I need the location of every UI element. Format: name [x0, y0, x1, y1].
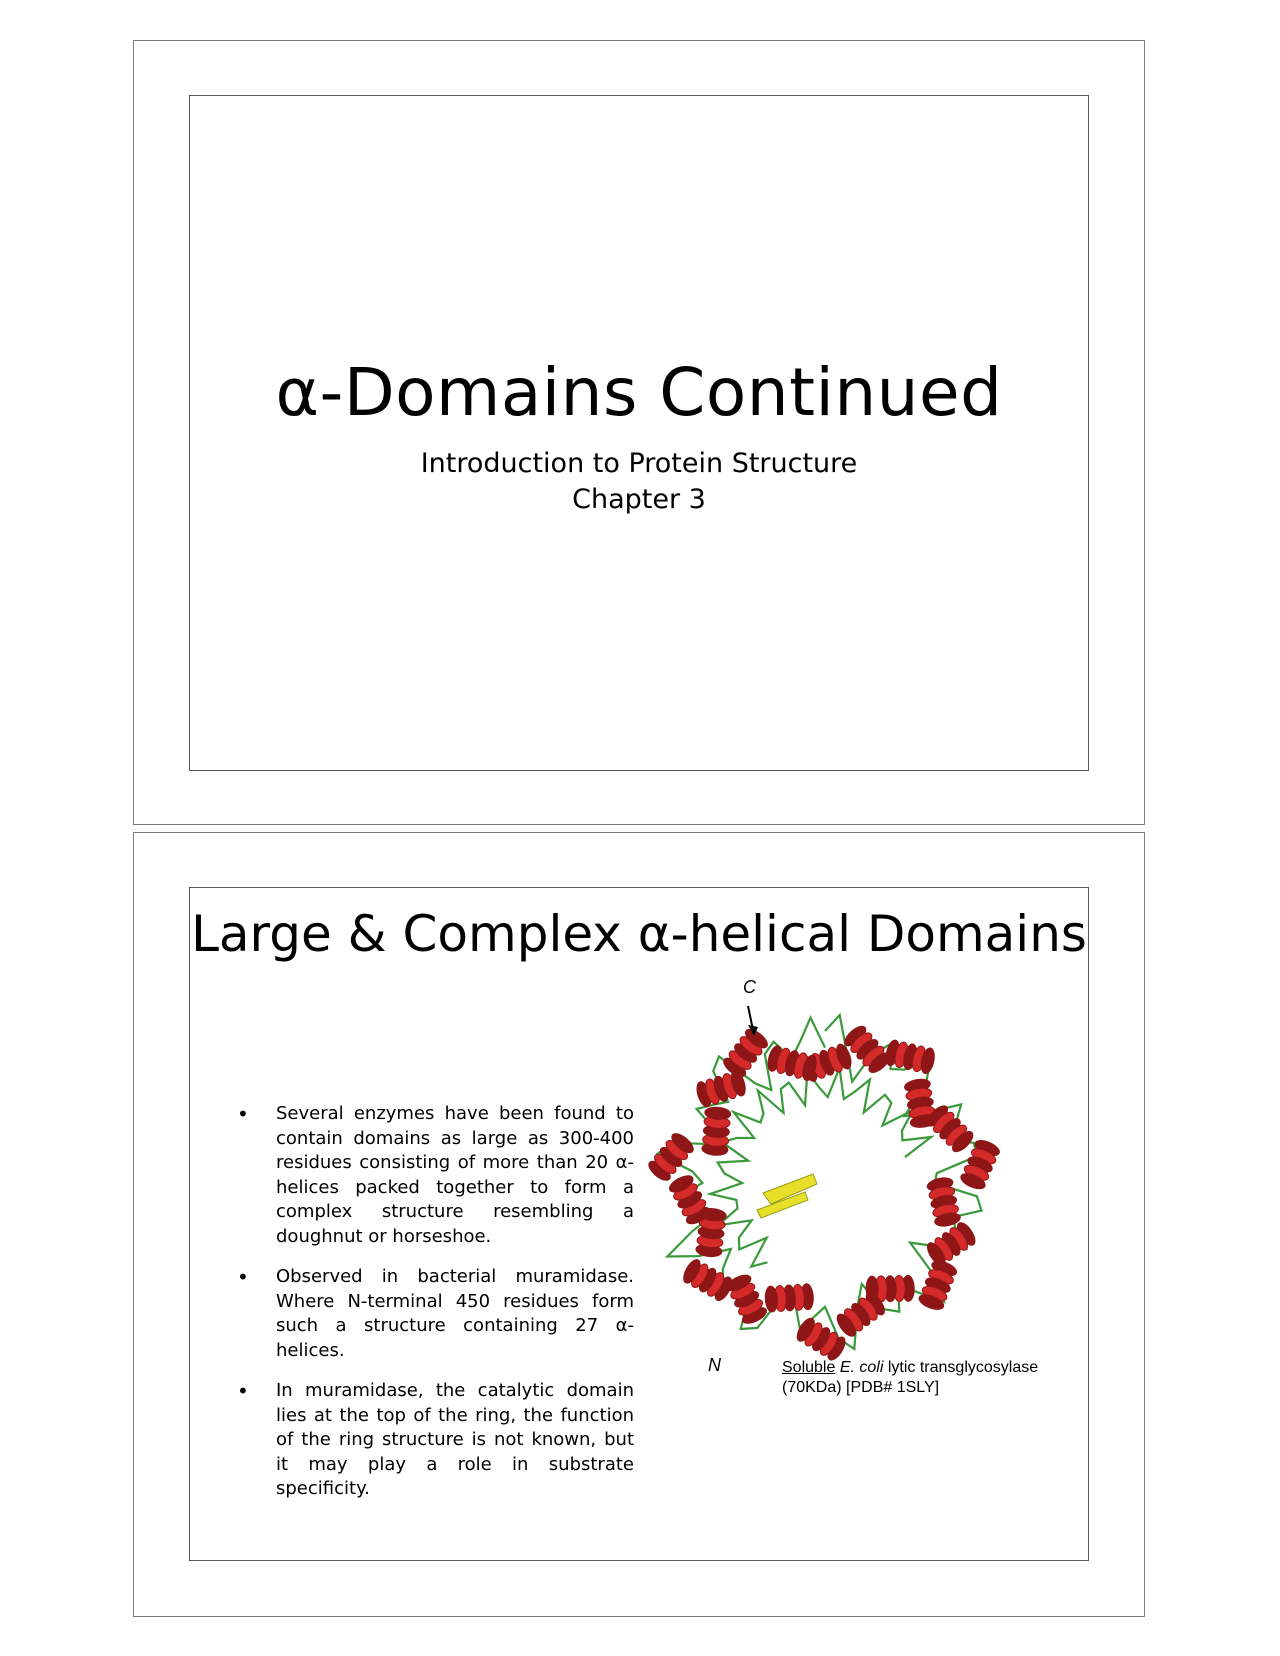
list-item [234, 1379, 634, 1502]
n-terminus-label: N [708, 1355, 721, 1375]
bullet-icon: • [237, 1379, 249, 1403]
bullet-list [234, 1102, 634, 1518]
bullet-text: In muramidase, the catalytic domain lies at the top of the ring, the function of the ring structure is not known, but it may play a role in substrate specificity. [276, 1380, 634, 1499]
slide-content [189, 887, 1089, 1561]
figure-caption [782, 1358, 1082, 1398]
caption-rest: lytic transglycosylase [883, 1359, 1039, 1376]
slide-subtitle-line1: Introduction to Protein Structure [420, 448, 858, 479]
list-item [234, 1265, 634, 1363]
helix-ribbon [926, 1176, 961, 1228]
caption-soluble: Soluble [782, 1359, 836, 1376]
slide-subtitle-line2: Chapter 3 [572, 484, 706, 515]
helix-ribbon [924, 1220, 978, 1268]
slide-title [189, 95, 1089, 771]
c-terminus-label: C [743, 977, 756, 997]
slide-title-heading: α-Domains Continued [275, 354, 1003, 431]
bullet-icon: • [237, 1265, 249, 1289]
caption-line2: (70KDa) [PDB# 1SLY] [782, 1379, 940, 1396]
helix-ribbon [766, 1044, 819, 1082]
loop-path [710, 1068, 931, 1267]
helix-ribbon [765, 1283, 815, 1312]
helix-ribbon [917, 1258, 958, 1312]
helix-ribbon [721, 1026, 771, 1080]
slide-heading: Large & Complex α-helical Domains [191, 905, 1087, 963]
helix-ribbon [680, 1257, 735, 1303]
protein-ribbon-image [645, 978, 1005, 1388]
list-item [234, 1102, 634, 1249]
bullet-icon: • [237, 1102, 249, 1126]
bullet-text: Several enzymes have been found to contain domains as large as 300-400 residues consisting of more than 20 α-helices packed together to form a complex structure resembling a doughnut or horseshoe. [276, 1103, 634, 1247]
bullet-text: Observed in bacterial muramidase. Where N-terminal 450 residues form such a structure containing 27 α-helices. [276, 1266, 634, 1361]
helix-ribbons [646, 1023, 1002, 1363]
helix-ribbon [702, 1106, 732, 1156]
caption-species: E. coli [839, 1359, 884, 1376]
